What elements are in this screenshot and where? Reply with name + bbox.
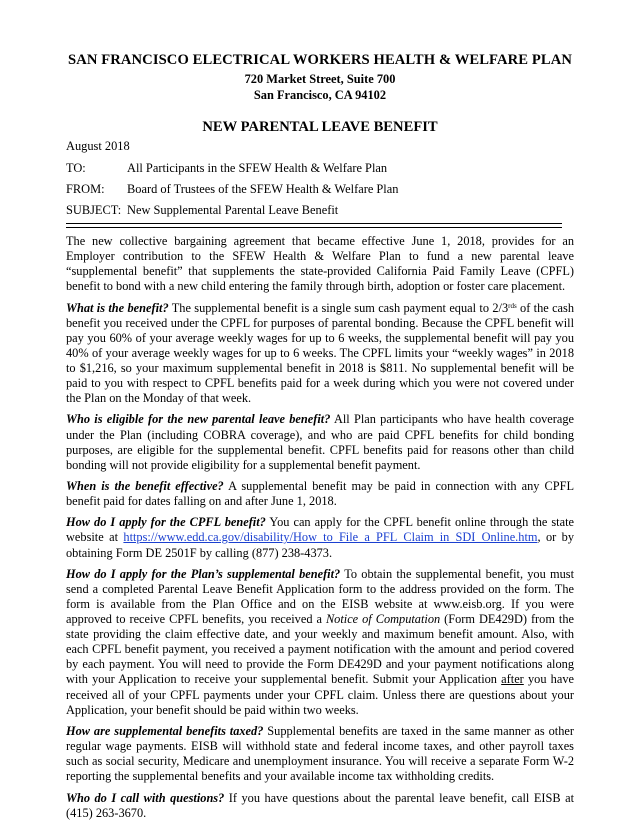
notice-of-computation-text: Notice of Computation: [325, 612, 441, 627]
superscript-rds: rds: [508, 301, 517, 310]
section-question: What is the benefit?: [66, 300, 169, 315]
section-what-is-benefit: [66, 301, 574, 407]
section-question: Who is eligible for the new parental leave benefit?: [66, 412, 331, 427]
memo-to-label: TO:: [66, 161, 86, 175]
section-answer: You can apply for the CPFL benefit online through the state website at: [66, 515, 574, 545]
org-address-city: San Francisco, CA 94102: [253, 88, 387, 102]
section-question: Who do I call with questions?: [66, 790, 225, 805]
section-answer-cont: , or by obtaining Form DE 2501F by calling (877) 238-4373.: [66, 530, 574, 560]
header-divider-bottom: [66, 227, 562, 228]
intro-paragraph: The new collective bargaining agreement that became effective June 1, 2018, provides for an Employer contribution to the SFEW Health & Welfare Plan to fund a new parental leave “supplemental benefit” that supplements the state-provided California Paid Family Leave (CPFL) benefit to bond with a new child entering the family through birth, adoption or foster care placement.: [66, 234, 574, 294]
section-answer: All Plan participants who have health coverage under the Plan (including COBRA coverage), and who are paid CPFL benefits for child bonding purposes, are eligible for the supplemental benefit. CPFL benefits paid for reasons other than child bonding will not provide eligibility for a supplemental benefit payment.: [66, 412, 575, 472]
section-question: How are supplemental benefits taxed?: [66, 723, 264, 738]
section-answer-end: you have received all of your CPFL payments under your CPFL claim. Unless there are questions about your Application, your benefit should be paid within two weeks.: [66, 672, 574, 717]
memo-subject-value: New Supplemental Parental Leave Benefit: [127, 203, 339, 217]
section-answer: A supplemental benefit may be paid in connection with any CPFL benefit paid for dates falling on and after June 1, 2018.: [66, 478, 574, 509]
section-question: How do I apply for the CPFL benefit?: [66, 515, 266, 530]
document-title: NEW PARENTAL LEAVE BENEFIT: [202, 119, 438, 135]
letter-body: [66, 234, 574, 827]
edd-pfl-claim-link[interactable]: https://www.edd.ca.gov/disability/How_to_File_a_PFL_Claim_in_SDI_Online.htm: [123, 530, 538, 545]
memo-subject-label: SUBJECT:: [66, 203, 122, 217]
section-answer: Supplemental benefits are taxed in the same manner as other regular wage payments. EISB will withhold state and federal income taxes, and other payroll taxes such as social security, Medicare and unemployment insurance. You will receive a separate Form W-2 reporting the supplemental benefits and your available income tax withholding credits.: [66, 723, 574, 784]
header-divider-top: [66, 223, 562, 224]
org-address-street: 720 Market Street, Suite 700: [244, 72, 396, 86]
memo-to-value: All Participants in the SFEW Health & Welfare Plan: [127, 161, 388, 175]
section-who-eligible: [66, 412, 574, 472]
section-contact: [66, 791, 574, 821]
org-name: SAN FRANCISCO ELECTRICAL WORKERS HEALTH & WELFARE PLAN: [68, 52, 572, 68]
section-taxes: [66, 724, 574, 784]
section-when-effective: [66, 479, 574, 509]
section-question: When is the benefit effective?: [66, 478, 224, 493]
section-apply-cpfl: [66, 515, 574, 560]
section-answer-cont: of the cash benefit you received under the CPFL for purposes of parental bonding. Because the CPFL benefit will pay you 60% of your average weekly wages for up to 6 weeks, the supplemental benefit will pay you 40% of your average weekly wages for up to 6 weeks. The CPFL limits your “weekly wages” in 2018 to $1,216, so your maximum supplemental benefit in 2018 is $811. No supplemental benefit will be paid to you with respect to CPFL benefits paid for a week during which you were not covered under the Plan on the Monday of that week.: [66, 300, 575, 406]
section-answer: To obtain the supplemental benefit, you must send a completed Parental Leave Benefit Application form to the address provided on the form. The form is available from the Plan Office and on the EISB website at www.eisb.org. If you were approved to receive CPFL benefits, you received a: [66, 566, 574, 627]
section-answer: The supplemental benefit is a single sum cash payment equal to 2/3: [168, 300, 509, 315]
underlined-after-text: after: [501, 672, 524, 687]
section-question: How do I apply for the Plan’s supplemental benefit?: [66, 566, 341, 581]
memo-date-text: August 2018: [66, 139, 130, 153]
section-apply-plan: [66, 567, 574, 718]
memo-from-label: FROM:: [66, 182, 105, 196]
memo-from-value: Board of Trustees of the SFEW Health & Welfare Plan: [127, 182, 399, 196]
section-answer: If you have questions about the parental leave benefit, call EISB at (415) 263-3670.: [66, 790, 575, 820]
section-answer-cont: (Form DE429D) from the state providing the claim effective date, and your weekly and maximum benefit amount. Also, with each CPFL benefit payment, you received a payment notification with the amount and period covered by each payment. You will need to provide the Form DE429D and your payment notifications along with your Application to receive your supplemental benefit. Submit your Application: [66, 612, 574, 687]
